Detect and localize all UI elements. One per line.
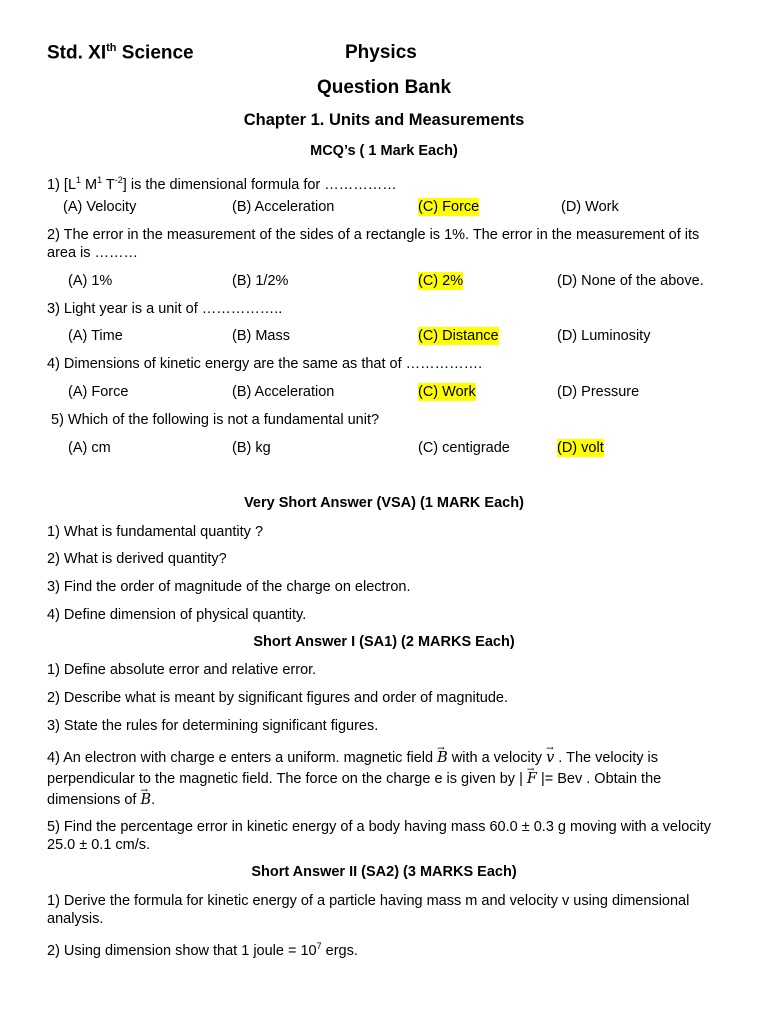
sa2-question-2: 2) Using dimension show that 1 joule = $10^7$ ergs.: [47, 941, 358, 959]
sa1-question-3: 3) State the rules for determining significant figures.: [47, 718, 379, 734]
sa2-question-1: 1) Derive the formula for kinetic energy of a particle having mass m and velocity v using dimensional analysis.: [47, 893, 690, 927]
option-a: (A) Force: [68, 384, 129, 400]
sa1-question-2: 2) Describe what is meant by significant figures and order of magnitude.: [47, 690, 509, 706]
option-b: (B) Acceleration: [232, 384, 335, 400]
option-c-answer: (C) Force: [418, 199, 480, 215]
option-c-answer: (C) Distance: [418, 328, 499, 344]
mcq-question-3: 3) Light year is a unit of ……………..: [47, 301, 283, 317]
vector-b-symbol: → B: [141, 790, 152, 811]
sa1-question-1: 1) Define absolute error and relative error.: [47, 662, 317, 678]
option-d: (D) None of the above.: [557, 273, 704, 289]
mcq-options-5: [0, 439, 700, 457]
option-a: (A) Velocity: [63, 199, 137, 215]
vsa-question-3: 3) Find the order of magnitude of the charge on electron.: [47, 579, 411, 595]
vector-b-symbol: → B: [437, 748, 448, 769]
option-c-answer: (C) Work: [418, 384, 476, 400]
mcq-options-3: [0, 327, 700, 345]
option-b: (B) 1/2%: [232, 273, 289, 289]
chapter-title: Chapter 1. Units and Measurements: [243, 111, 525, 129]
vsa-question-2: 2) What is derived quantity?: [47, 551, 227, 567]
option-d-answer: (D) volt: [557, 440, 604, 456]
vsa-heading: Very Short Answer (VSA) (1 MARK Each): [244, 495, 524, 511]
option-b: (B) kg: [232, 440, 271, 456]
option-b: (B) Mass: [232, 328, 290, 344]
option-a: (A) 1%: [68, 273, 113, 289]
mcq-heading: MCQ’s ( 1 Mark Each): [310, 143, 458, 159]
vsa-question-1: 1) What is fundamental quantity ?: [47, 524, 264, 540]
option-b: (B) Acceleration: [232, 199, 335, 215]
sa2-heading: Short Answer II (SA2) (3 MARKS Each): [251, 864, 517, 880]
mcq-question-1: 1) [$L^1$ $M^1$ $T^{-2}$] is the dimensional formula for ……………: [47, 175, 397, 193]
option-a: (A) Time: [68, 328, 123, 344]
document-title: Question Bank: [316, 77, 452, 98]
option-d: (D) Work: [561, 199, 619, 215]
vsa-question-4: 4) Define dimension of physical quantity.: [47, 607, 307, 623]
option-d: (D) Luminosity: [557, 328, 651, 344]
standard-label: Std. XIth Science: [47, 42, 194, 64]
option-c: (C) centigrade: [418, 440, 510, 456]
option-d: (D) Pressure: [557, 384, 640, 400]
mcq-question-4: 4) Dimensions of kinetic energy are the same as that of …………….: [47, 356, 483, 372]
mcq-options-1: [0, 198, 700, 216]
subject-label: Physics: [345, 42, 417, 63]
mcq-question-2: 2) The error in the measurement of the sides of a rectangle is 1%. The error in the measurement of its area is ………: [47, 227, 700, 261]
mcq-question-5: 5) Which of the following is not a fundamental unit?: [51, 412, 380, 428]
option-c-answer: (C) 2%: [418, 273, 464, 289]
sa1-question-4: 4) An electron with charge e enters a uniform. magnetic field → B with a velocity → v . The velocity is perpendicular to the magnetic field. The force on the charge e is given by | → F |= Bev . Obtain the dimensions of → B.: [47, 748, 727, 811]
option-a: (A) cm: [68, 440, 111, 456]
mcq-options-2: [0, 272, 704, 290]
vector-v-symbol: → v: [546, 748, 554, 769]
sa1-heading: Short Answer I (SA1) (2 MARKS Each): [253, 634, 515, 650]
sa1-question-5: 5) Find the percentage error in kinetic energy of a body having mass 60.0 ± 0.3 g moving with a velocity 25.0 ± 0.1 cm/s.: [47, 819, 712, 853]
vector-f-symbol: → F: [527, 769, 537, 790]
mcq-options-4: [0, 383, 700, 401]
